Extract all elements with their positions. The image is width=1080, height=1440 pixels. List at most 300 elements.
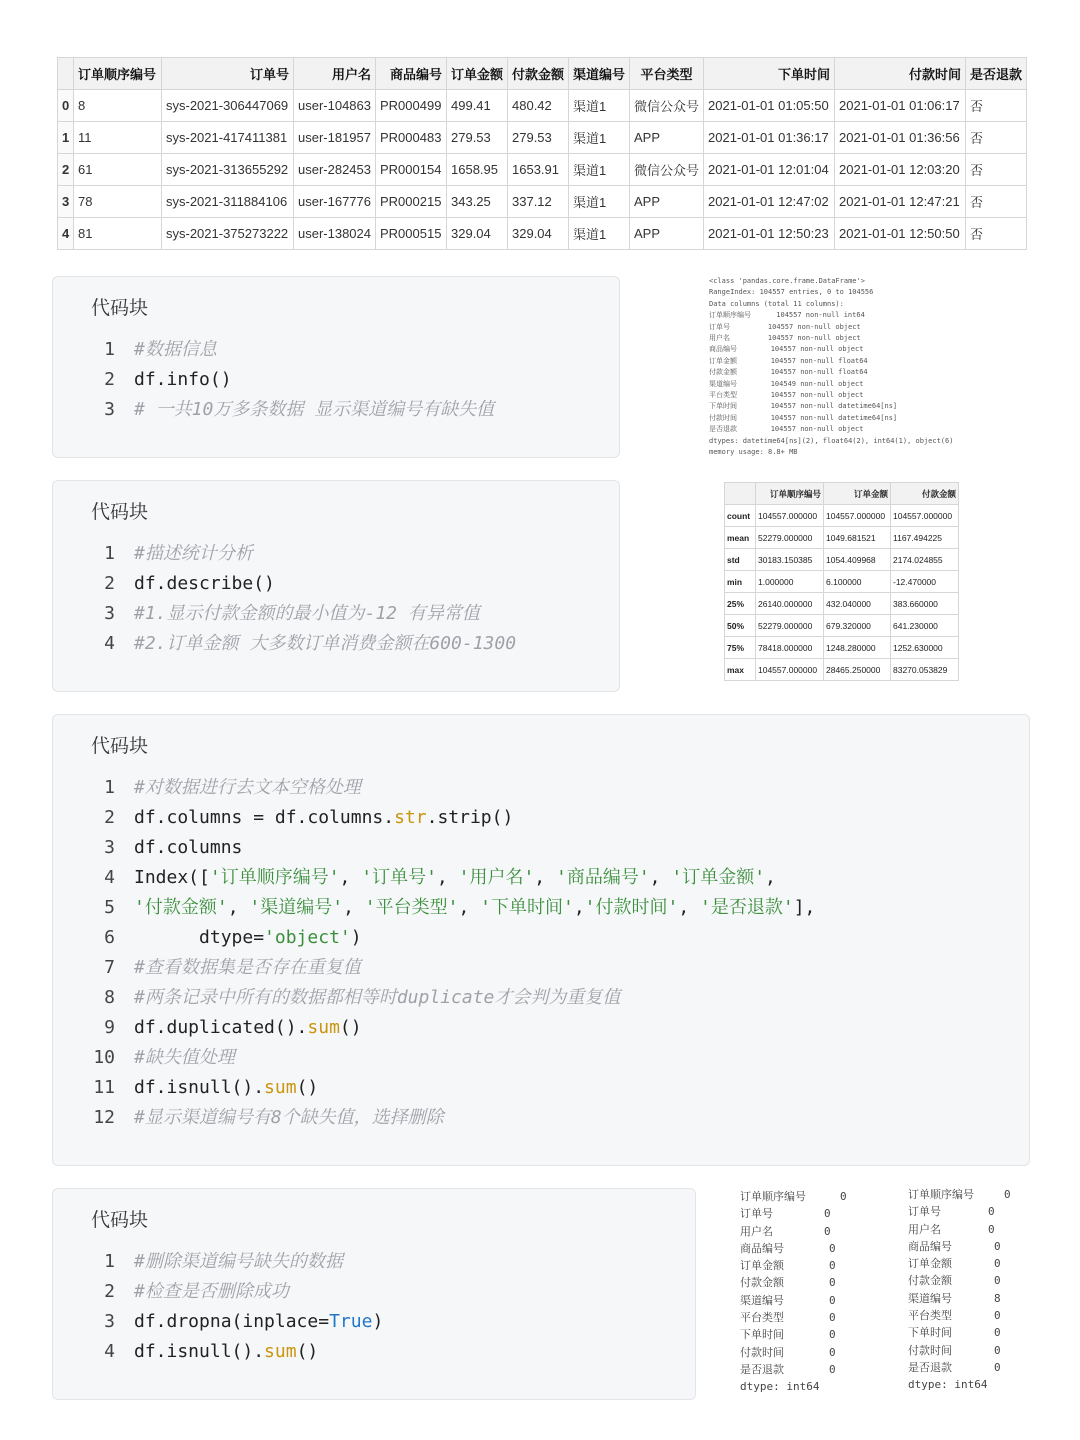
code-string: '用户名' <box>458 867 535 888</box>
table-cell: -12.470000 <box>891 571 959 593</box>
line-number: 1 <box>104 339 115 360</box>
isnull-count: 0 <box>824 1207 831 1221</box>
isnull-column-name: 付款时间 <box>740 1345 784 1359</box>
line-number: 5 <box>104 897 115 918</box>
code-lines <box>53 539 619 659</box>
dataframe-head-table <box>57 57 1027 250</box>
isnull-column-name: 付款金额 <box>740 1276 784 1290</box>
table-cell: 52279.000000 <box>756 615 824 637</box>
table-cell: 渠道1 <box>569 90 630 122</box>
code-token: , <box>649 867 672 888</box>
table-cell: 104557.000000 <box>756 659 824 681</box>
code-comment: #删除渠道编号缺失的数据 <box>134 1251 343 1272</box>
isnull-column-name: 订单号 <box>908 1205 941 1219</box>
line-number: 3 <box>104 837 115 858</box>
code-token: sum <box>307 1017 340 1038</box>
line-number: 4 <box>104 867 115 888</box>
column-header: 用户名 <box>294 58 376 90</box>
table-cell: 61 <box>74 154 162 186</box>
isnull-column-name: 订单金额 <box>908 1257 952 1271</box>
table-cell: 1658.95 <box>447 154 508 186</box>
code-comment: #缺失值处理 <box>134 1047 235 1068</box>
isnull-count: 0 <box>994 1343 1001 1357</box>
table-cell: user-104863 <box>294 90 376 122</box>
line-number: 10 <box>93 1047 115 1068</box>
code-token: sum <box>264 1341 297 1362</box>
isnull-column-name: 平台类型 <box>908 1309 952 1323</box>
code-block-title: 代码块 <box>91 1209 149 1231</box>
code-comment: #两条记录中所有的数据都相等时duplicate才会判为重复值 <box>134 987 621 1008</box>
code-text <box>115 983 620 1013</box>
isnull-column-name: 商品编号 <box>908 1239 952 1253</box>
code-text <box>115 1043 235 1073</box>
describe-table <box>724 482 959 681</box>
code-line <box>53 395 619 425</box>
table-row <box>58 90 1027 122</box>
info-output-line: 订单金额 104557 non-null float64 <box>709 356 868 365</box>
code-line <box>53 923 1029 953</box>
row-label: count <box>725 505 756 527</box>
code-line <box>53 1103 1029 1133</box>
line-number: 2 <box>104 807 115 828</box>
column-header <box>58 58 74 90</box>
code-comment: #描述统计分析 <box>134 543 253 564</box>
line-number: 6 <box>104 927 115 948</box>
isnull-row <box>908 1324 1038 1341</box>
code-token: , <box>458 897 481 918</box>
info-output-line: memory usage: 8.8+ MB <box>709 448 798 457</box>
table-cell: 否 <box>966 122 1027 154</box>
table-row <box>58 218 1027 250</box>
isnull-count: 0 <box>994 1239 1001 1253</box>
code-lines <box>53 335 619 425</box>
table-cell: 679.320000 <box>824 615 891 637</box>
code-token: , <box>339 867 362 888</box>
table-cell: 337.12 <box>508 186 569 218</box>
code-token: , <box>573 897 585 918</box>
code-comment: #1.显示付款金额的最小值为-12 有异常值 <box>134 603 480 624</box>
code-token: df.info() <box>134 369 232 390</box>
table-cell: 渠道1 <box>569 218 630 250</box>
table-cell: 28465.250000 <box>824 659 891 681</box>
table-cell: 78 <box>74 186 162 218</box>
code-comment: #显示渠道编号有8个缺失值，选择删除 <box>134 1107 444 1128</box>
isnull-column-name: 商品编号 <box>740 1241 784 1255</box>
table-row <box>58 154 1027 186</box>
code-comment: # 一共10万多条数据 显示渠道编号有缺失值 <box>134 399 495 420</box>
column-header: 订单号 <box>162 58 294 90</box>
table-cell: 104557.000000 <box>756 505 824 527</box>
isnull-column-name: 付款金额 <box>908 1274 952 1288</box>
table-cell: 52279.000000 <box>756 527 824 549</box>
isnull-row <box>740 1240 870 1257</box>
table-header-row <box>58 58 1027 90</box>
isnull-row <box>740 1257 870 1274</box>
table-cell: 渠道1 <box>569 154 630 186</box>
info-output-line: 付款金额 104557 non-null float64 <box>709 368 868 377</box>
info-output-line: 下单时间 104557 non-null datetime64[ns] <box>709 402 898 411</box>
isnull-row <box>908 1307 1038 1324</box>
code-token: () <box>339 1017 362 1038</box>
code-line <box>53 539 619 569</box>
isnull-column-name: 用户名 <box>740 1224 773 1238</box>
isnull-count: 0 <box>829 1259 836 1273</box>
table-row <box>725 505 959 527</box>
code-block-dropna <box>52 1188 696 1400</box>
code-token: str <box>394 807 427 828</box>
isnull-column-name: 渠道编号 <box>908 1291 952 1305</box>
isnull-row <box>740 1223 870 1240</box>
column-header: 下单时间 <box>704 58 835 90</box>
code-token: () <box>296 1341 319 1362</box>
isnull-count: 8 <box>994 1291 1001 1305</box>
isnull-row <box>908 1255 1038 1272</box>
table-cell: 2021-01-01 01:05:50 <box>704 90 835 122</box>
isnull-row <box>908 1238 1038 1255</box>
code-text <box>115 803 513 833</box>
isnull-count: 0 <box>829 1276 836 1290</box>
table-cell: 343.25 <box>447 186 508 218</box>
row-label: 50% <box>725 615 756 637</box>
isnull-row <box>740 1188 870 1205</box>
column-header: 订单金额 <box>447 58 508 90</box>
table-cell: 499.41 <box>447 90 508 122</box>
table-cell: 否 <box>966 186 1027 218</box>
table-cell: PR000515 <box>376 218 447 250</box>
code-text <box>115 599 480 629</box>
isnull-dtype: dtype: int64 <box>740 1380 820 1394</box>
code-comment: #对数据进行去文本空格处理 <box>134 777 361 798</box>
code-block-title: 代码块 <box>91 297 149 319</box>
code-line <box>53 1043 1029 1073</box>
table-cell: 1252.630000 <box>891 637 959 659</box>
isnull-row <box>908 1186 1038 1203</box>
line-number: 1 <box>104 777 115 798</box>
table-row <box>725 549 959 571</box>
code-string: '是否退款' <box>700 897 794 918</box>
info-output-line: dtypes: datetime64[ns](2), float64(2), int64(1), object(6) <box>709 436 954 445</box>
code-line <box>53 863 1029 893</box>
table-cell: APP <box>630 122 704 154</box>
code-block-info <box>52 276 620 458</box>
code-line <box>53 803 1029 833</box>
code-string: 'object' <box>264 927 351 948</box>
line-number: 2 <box>104 573 115 594</box>
table-header-row <box>725 483 959 505</box>
code-line <box>53 893 1029 923</box>
code-token: ], <box>793 897 816 918</box>
table-cell: PR000499 <box>376 90 447 122</box>
table-cell: 480.42 <box>508 90 569 122</box>
code-token: df.describe() <box>134 573 275 594</box>
isnull-count: 0 <box>829 1328 836 1342</box>
code-line <box>53 983 1029 1013</box>
code-line <box>53 599 619 629</box>
column-header: 付款金额 <box>508 58 569 90</box>
table-cell: 279.53 <box>447 122 508 154</box>
table-cell: 78418.000000 <box>756 637 824 659</box>
code-line <box>53 953 1029 983</box>
row-label: min <box>725 571 756 593</box>
table-cell: 30183.150385 <box>756 549 824 571</box>
isnull-count: 0 <box>829 1311 836 1325</box>
column-header: 是否退款 <box>966 58 1027 90</box>
isnull-count: 0 <box>994 1274 1001 1288</box>
table-cell: PR000154 <box>376 154 447 186</box>
code-line <box>53 1277 695 1307</box>
isnull-dtype: dtype: int64 <box>908 1378 988 1392</box>
table-cell: APP <box>630 218 704 250</box>
isnull-column-name: 订单顺序编号 <box>740 1190 806 1203</box>
code-string: '订单号' <box>361 867 437 888</box>
code-token: df.columns = df.columns. <box>134 807 395 828</box>
table-cell: 1049.681521 <box>824 527 891 549</box>
table-cell: 2021-01-01 01:36:17 <box>704 122 835 154</box>
code-string: '订单金额' <box>671 867 766 888</box>
table-row <box>725 593 959 615</box>
isnull-count: 0 <box>994 1257 1001 1271</box>
row-index: 1 <box>58 122 74 154</box>
code-comment: #2.订单金额 大多数订单消费金额在600-1300 <box>134 633 517 654</box>
table-cell: 2174.024855 <box>891 549 959 571</box>
info-output-line: RangeIndex: 104557 entries, 0 to 104556 <box>709 288 874 297</box>
line-number: 4 <box>104 633 115 654</box>
code-comment: #数据信息 <box>134 339 217 360</box>
table-cell: sys-2021-375273222 <box>162 218 294 250</box>
code-text <box>115 629 516 659</box>
table-row <box>725 571 959 593</box>
isnull-count: 0 <box>829 1293 836 1307</box>
table-cell: 1653.91 <box>508 154 569 186</box>
code-text <box>115 1103 444 1133</box>
code-token: , <box>227 897 250 918</box>
table-cell: 383.660000 <box>891 593 959 615</box>
code-text <box>115 863 776 893</box>
table-cell: 104557.000000 <box>824 505 891 527</box>
code-token: df.duplicated(). <box>134 1017 308 1038</box>
code-line <box>53 1247 695 1277</box>
code-token: dtype= <box>134 927 265 948</box>
isnull-count: 0 <box>829 1345 836 1359</box>
row-index: 4 <box>58 218 74 250</box>
table-cell: 2021-01-01 12:01:04 <box>704 154 835 186</box>
table-cell: 1.000000 <box>756 571 824 593</box>
code-token: ) <box>372 1311 384 1332</box>
isnull-count: 0 <box>1004 1188 1011 1201</box>
isnull-column-name: 下单时间 <box>908 1326 952 1340</box>
row-label: 25% <box>725 593 756 615</box>
code-line <box>53 1307 695 1337</box>
code-line <box>53 1013 1029 1043</box>
table-row <box>725 659 959 681</box>
table-cell: 279.53 <box>508 122 569 154</box>
code-text <box>115 1247 343 1277</box>
isnull-column-name: 订单金额 <box>740 1259 784 1273</box>
code-token: , <box>765 867 776 888</box>
code-text <box>115 953 361 983</box>
table-cell: 微信公众号 <box>630 154 704 186</box>
column-header: 平台类型 <box>630 58 704 90</box>
table-row <box>725 527 959 549</box>
isnull-column-name: 用户名 <box>908 1222 941 1236</box>
isnull-row <box>740 1309 870 1326</box>
info-output-line: 订单号 104557 non-null object <box>709 322 861 331</box>
isnull-column-name: 订单顺序编号 <box>908 1188 974 1201</box>
code-token: df.dropna(inplace= <box>134 1311 330 1332</box>
column-header: 付款金额 <box>891 483 959 505</box>
column-header: 渠道编号 <box>569 58 630 90</box>
table-cell: 2021-01-01 12:47:21 <box>835 186 966 218</box>
table-cell: user-181957 <box>294 122 376 154</box>
isnull-row <box>740 1274 870 1291</box>
row-label: std <box>725 549 756 571</box>
table-cell: 26140.000000 <box>756 593 824 615</box>
code-text <box>115 395 494 425</box>
isnull-row <box>740 1326 870 1343</box>
code-text <box>115 893 815 923</box>
table-cell: 83270.053829 <box>891 659 959 681</box>
code-string: '付款时间' <box>584 897 679 918</box>
table-cell: 微信公众号 <box>630 90 704 122</box>
table-cell: PR000215 <box>376 186 447 218</box>
isnull-count: 0 <box>994 1360 1001 1374</box>
line-number: 1 <box>104 1251 115 1272</box>
row-index: 3 <box>58 186 74 218</box>
info-output-line: 付款时间 104557 non-null datetime64[ns] <box>709 413 898 422</box>
code-string: '订单顺序编号' <box>209 867 340 888</box>
isnull-column-name: 是否退款 <box>908 1360 952 1374</box>
table-cell: PR000483 <box>376 122 447 154</box>
table-cell: 11 <box>74 122 162 154</box>
code-line <box>53 1073 1029 1103</box>
code-token: Index([ <box>134 867 210 888</box>
code-line <box>53 629 619 659</box>
code-text <box>115 335 217 365</box>
table-cell: 8 <box>74 90 162 122</box>
line-number: 3 <box>104 399 115 420</box>
table-cell: 2021-01-01 01:06:17 <box>835 90 966 122</box>
code-token: , <box>436 867 459 888</box>
info-output-line: Data columns (total 11 columns): <box>709 299 844 308</box>
isnull-column-name: 渠道编号 <box>740 1293 784 1307</box>
table-cell: 2021-01-01 12:47:02 <box>704 186 835 218</box>
code-line <box>53 335 619 365</box>
code-token: df.isnull(). <box>134 1341 265 1362</box>
line-number: 4 <box>104 1341 115 1362</box>
info-output <box>709 276 953 459</box>
table-cell: sys-2021-306447069 <box>162 90 294 122</box>
isnull-count: 0 <box>988 1222 995 1236</box>
table-row <box>725 637 959 659</box>
info-output-line: 用户名 104557 non-null object <box>709 334 861 343</box>
isnull-row <box>740 1205 870 1222</box>
code-string: '平台类型' <box>364 897 459 918</box>
line-number: 12 <box>93 1107 115 1128</box>
column-header <box>725 483 756 505</box>
code-line <box>53 773 1029 803</box>
isnull-column-name: 下单时间 <box>740 1328 784 1342</box>
table-cell: 6.100000 <box>824 571 891 593</box>
table-row <box>58 122 1027 154</box>
column-header: 商品编号 <box>376 58 447 90</box>
isnull-row <box>740 1361 870 1378</box>
code-text <box>115 923 362 953</box>
isnull-count: 0 <box>829 1362 836 1376</box>
isnull-count: 0 <box>829 1241 836 1255</box>
isnull-count: 0 <box>994 1309 1001 1323</box>
code-token: , <box>534 867 556 888</box>
line-number: 9 <box>104 1017 115 1038</box>
isnull-count: 0 <box>824 1224 831 1238</box>
code-line <box>53 365 619 395</box>
table-cell: 否 <box>966 90 1027 122</box>
line-number: 11 <box>93 1077 115 1098</box>
isnull-row <box>740 1292 870 1309</box>
isnull-column-name: 是否退款 <box>740 1362 784 1376</box>
isnull-row <box>740 1344 870 1361</box>
table-cell: 渠道1 <box>569 122 630 154</box>
code-text <box>115 1277 289 1307</box>
code-line <box>53 569 619 599</box>
info-output-line: <class 'pandas.core.frame.DataFrame'> <box>709 277 865 285</box>
row-label: max <box>725 659 756 681</box>
table-row <box>58 186 1027 218</box>
table-cell: 否 <box>966 218 1027 250</box>
code-comment: #查看数据集是否存在重复值 <box>134 957 361 978</box>
code-lines <box>53 773 1029 1133</box>
code-text <box>115 1073 318 1103</box>
code-lines <box>53 1247 695 1367</box>
line-number: 8 <box>104 987 115 1008</box>
code-block-cleaning <box>52 714 1030 1166</box>
code-line <box>53 1337 695 1367</box>
table-cell: user-167776 <box>294 186 376 218</box>
isnull-column-name: 付款时间 <box>908 1343 952 1357</box>
code-block-title: 代码块 <box>91 501 149 523</box>
table-cell: user-138024 <box>294 218 376 250</box>
table-cell: 329.04 <box>508 218 569 250</box>
code-string: '商品编号' <box>555 867 650 888</box>
line-number: 2 <box>104 1281 115 1302</box>
code-token: sum <box>264 1077 297 1098</box>
table-cell: 渠道1 <box>569 186 630 218</box>
isnull-column-name: 订单号 <box>740 1207 773 1221</box>
code-token: , <box>343 897 365 918</box>
table-cell: 81 <box>74 218 162 250</box>
isnull-count: 0 <box>840 1190 847 1203</box>
table-cell: 1167.494225 <box>891 527 959 549</box>
isnull-count: 0 <box>988 1205 995 1219</box>
row-index: 2 <box>58 154 74 186</box>
row-label: mean <box>725 527 756 549</box>
table-cell: user-282453 <box>294 154 376 186</box>
table-cell: sys-2021-417411381 <box>162 122 294 154</box>
info-output-line: 订单顺序编号 104557 non-null int64 <box>709 311 865 320</box>
table-cell: 1248.280000 <box>824 637 891 659</box>
table-cell: 2021-01-01 12:50:23 <box>704 218 835 250</box>
table-cell: 104557.000000 <box>891 505 959 527</box>
code-text <box>115 773 361 803</box>
column-header: 订单顺序编号 <box>74 58 162 90</box>
code-string: '渠道编号' <box>249 897 344 918</box>
isnull-row <box>908 1359 1038 1376</box>
line-number: 3 <box>104 1311 115 1332</box>
isnull-row <box>908 1272 1038 1289</box>
code-token: () <box>296 1077 319 1098</box>
isnull-row <box>908 1203 1038 1220</box>
table-cell: 2021-01-01 12:50:50 <box>835 218 966 250</box>
isnull-column-name: 平台类型 <box>740 1311 784 1325</box>
